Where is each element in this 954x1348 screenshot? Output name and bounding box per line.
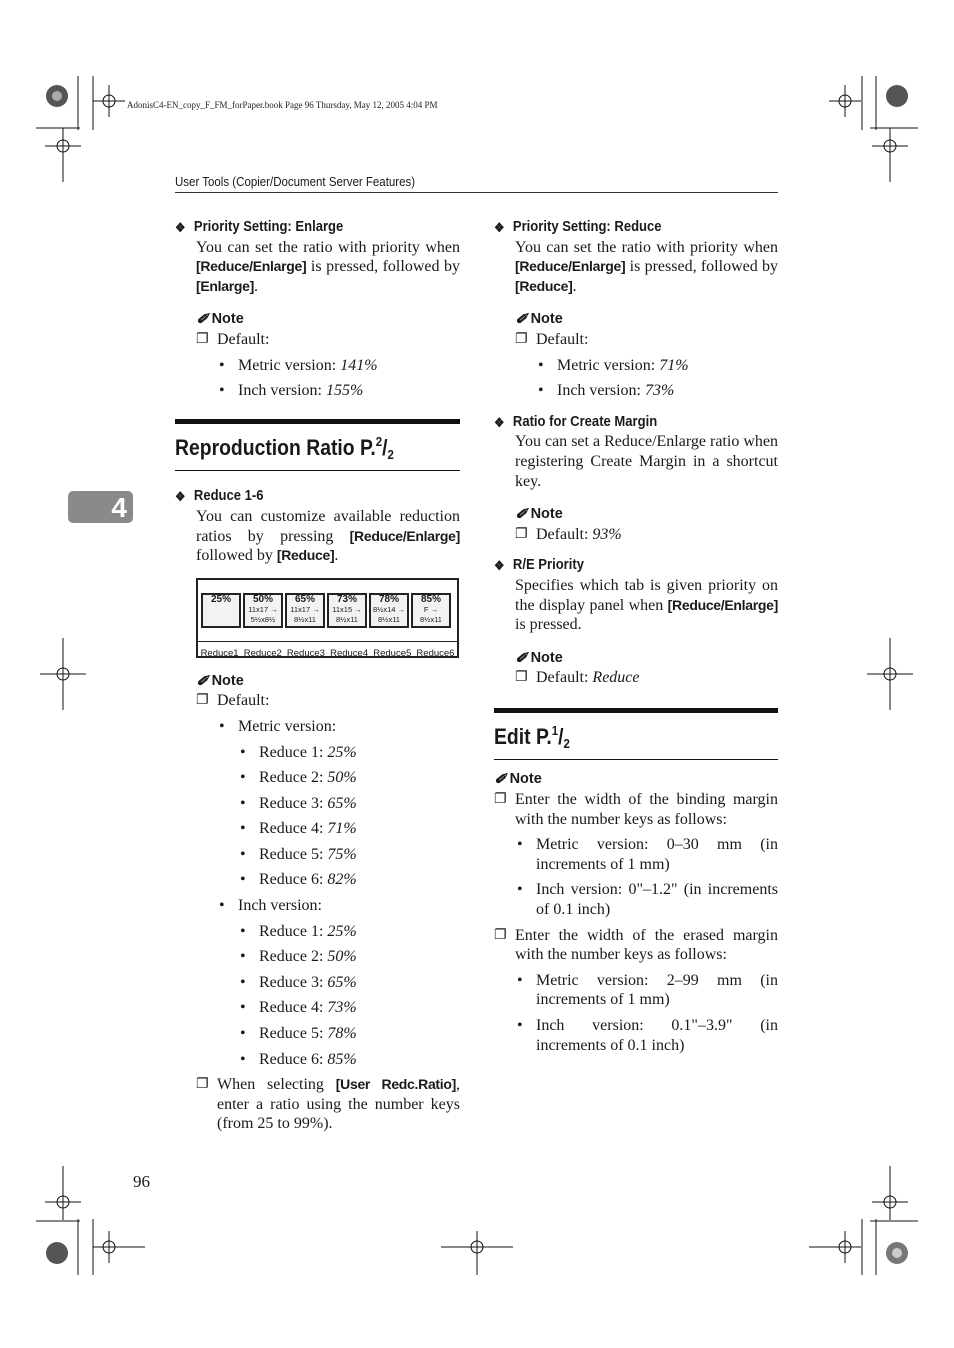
right-column bbox=[494, 218, 778, 1055]
label: Reduce 6: bbox=[259, 871, 328, 889]
list-item bbox=[196, 845, 460, 865]
checkbox-icon: ❐ bbox=[196, 330, 209, 347]
note-heading bbox=[196, 672, 460, 692]
running-header: User Tools (Copier/Document Server Features) bbox=[175, 175, 416, 189]
text: is pressed, followed by bbox=[306, 258, 460, 276]
list-item bbox=[196, 768, 460, 788]
note-item bbox=[494, 790, 778, 829]
pencil-icon: ✐ bbox=[196, 311, 209, 329]
panel-labels bbox=[198, 644, 457, 664]
label: Reduce 2: bbox=[259, 948, 328, 966]
heading-text: R/E Priority bbox=[512, 557, 584, 574]
label: Reduce 1: bbox=[259, 922, 328, 940]
panel-key-size: 11x15 → 8½x11 bbox=[332, 604, 362, 624]
pencil-icon: ✐ bbox=[494, 771, 507, 789]
panel-key-size: 8½x14 → 8½x11 bbox=[372, 604, 406, 624]
label: Metric version: bbox=[557, 356, 660, 374]
header-rule bbox=[175, 192, 778, 193]
heading-text: Priority Setting: Reduce bbox=[512, 219, 662, 235]
text: You can customize available reduction ratios by pressing bbox=[196, 507, 460, 545]
panel-key-percent: 85% bbox=[420, 593, 441, 605]
panel-key-percent: 73% bbox=[336, 593, 357, 605]
re-priority-heading bbox=[494, 556, 750, 576]
checkbox-icon: ❐ bbox=[494, 791, 507, 808]
label: Reduce 5: bbox=[259, 1025, 328, 1043]
value: 50% bbox=[327, 769, 357, 787]
note-item bbox=[196, 1075, 460, 1134]
default-label: Default: bbox=[536, 330, 589, 348]
label: Inch version: bbox=[238, 382, 326, 400]
create-margin-paragraph: You can set a Reduce/Enlarge ratio when registering Create Margin in a shortcut key. bbox=[515, 433, 778, 490]
list-item: • Metric version: 2–99 mm (in increments of 1 mm) bbox=[494, 971, 778, 1010]
label: Reduce 3: bbox=[259, 794, 328, 812]
default-label: Default: bbox=[217, 692, 270, 710]
note-heading bbox=[515, 310, 778, 330]
list-item: • Metric version: bbox=[196, 717, 460, 737]
text: . bbox=[334, 547, 339, 565]
section-title: Edit $P.^1/_2$ bbox=[494, 722, 570, 751]
label: Reduce 4: bbox=[259, 820, 328, 838]
section-heading-box bbox=[494, 708, 778, 761]
re-priority-paragraph bbox=[515, 576, 778, 635]
diamond-icon: ❖ bbox=[494, 220, 505, 235]
label: Reduce 4: bbox=[259, 999, 328, 1017]
panel-key-size: 11x17 → 8½x11 bbox=[290, 604, 320, 624]
label: Reduce 5: bbox=[259, 845, 328, 863]
list-item bbox=[196, 381, 460, 401]
note-label: Note bbox=[211, 672, 244, 689]
label: Reduce 3: bbox=[259, 973, 328, 991]
list-item: • Metric version: 0–30 mm (in increments of 1 mm) bbox=[494, 835, 778, 874]
value: 82% bbox=[327, 871, 357, 889]
text: , enter a ratio using the number keys (from 25 to 99%). bbox=[217, 1076, 460, 1133]
note-label: Note bbox=[530, 506, 563, 523]
note-label: Note bbox=[530, 311, 563, 328]
pencil-icon: ✐ bbox=[196, 672, 209, 690]
list-item: • Inch version: 0.1"–3.9" (in increments of 0.1 inch) bbox=[494, 1016, 778, 1055]
inch-list bbox=[196, 922, 460, 1070]
value: 71% bbox=[659, 356, 689, 374]
list-item bbox=[196, 947, 460, 967]
value: 73% bbox=[327, 999, 357, 1017]
key-reduce-enlarge: [Reduce/Enlarge] bbox=[667, 596, 778, 613]
note-item bbox=[515, 668, 778, 688]
print-slug: AdonisC4-EN_copy_F_FM_forPaper.book Page 96 Thursday, May 12, 2005 4:04 PM bbox=[127, 100, 438, 110]
create-margin-heading bbox=[494, 413, 750, 433]
key-reduce: [Reduce] bbox=[515, 277, 573, 294]
note-item bbox=[515, 330, 778, 350]
text: You can set the ratio with priority when bbox=[515, 238, 778, 256]
list-item bbox=[196, 998, 460, 1018]
text: is pressed, followed by bbox=[625, 258, 778, 276]
label: Metric version: bbox=[238, 356, 341, 374]
value: 65% bbox=[327, 794, 357, 812]
pencil-icon: ✐ bbox=[515, 506, 528, 524]
metric-list bbox=[196, 743, 460, 891]
list-item bbox=[515, 356, 778, 376]
key-reduce: [Reduce] bbox=[276, 547, 335, 564]
panel-key[interactable] bbox=[243, 593, 283, 628]
reduce16-paragraph bbox=[196, 507, 460, 566]
panel-key-label: Reduce5 bbox=[373, 647, 412, 659]
title-sup: 2 bbox=[375, 433, 383, 449]
list-item bbox=[196, 1024, 460, 1044]
key-reduce-enlarge: [Reduce/Enlarge] bbox=[515, 258, 626, 275]
list-item bbox=[196, 356, 460, 376]
title-sub: 2 bbox=[387, 446, 394, 462]
diamond-icon: ❖ bbox=[175, 220, 186, 235]
panel-key[interactable] bbox=[327, 593, 367, 628]
checkbox-icon: ❐ bbox=[196, 1076, 209, 1093]
text: followed by bbox=[196, 547, 277, 565]
note-heading bbox=[515, 649, 778, 669]
text: Specifies which tab is given priority on the display panel when bbox=[515, 576, 778, 614]
panel-key[interactable] bbox=[411, 593, 451, 628]
list-item bbox=[515, 381, 778, 401]
value: 71% bbox=[327, 820, 357, 838]
value: 73% bbox=[644, 382, 675, 400]
text: . bbox=[572, 277, 577, 295]
value: 141% bbox=[340, 356, 378, 374]
value: 78% bbox=[327, 1025, 357, 1043]
value: 50% bbox=[327, 948, 357, 966]
label: Reduce 2: bbox=[259, 769, 328, 787]
panel-key-size: 11x17 → 5½x8½ bbox=[248, 604, 278, 624]
text: When selecting bbox=[217, 1076, 336, 1094]
default-label: Default: bbox=[536, 525, 593, 543]
diamond-icon: ❖ bbox=[494, 558, 505, 574]
note-label: Note bbox=[211, 311, 244, 328]
value: 25% bbox=[327, 743, 357, 761]
text: is pressed. bbox=[515, 616, 582, 634]
note-label: Note bbox=[530, 649, 563, 666]
checkbox-icon: ❐ bbox=[494, 926, 507, 943]
panel-key-size: F → 8½x11 bbox=[420, 604, 442, 624]
list-item bbox=[196, 743, 460, 763]
pencil-icon: ✐ bbox=[515, 311, 528, 329]
reduce-keys-panel bbox=[196, 578, 459, 658]
value: 155% bbox=[325, 382, 364, 400]
heading-text: Ratio for Create Margin bbox=[512, 413, 658, 430]
title-sub: 2 bbox=[563, 735, 570, 751]
title-text: Edit P. bbox=[494, 723, 552, 749]
reduce16-heading bbox=[175, 487, 432, 507]
heading-text: Reduce 1-6 bbox=[193, 488, 264, 505]
panel-key-label: Reduce4 bbox=[330, 647, 369, 659]
note-item bbox=[515, 525, 778, 545]
text: You can set the ratio with priority when bbox=[196, 238, 460, 256]
default-value: 93% bbox=[592, 525, 622, 543]
diamond-icon: ❖ bbox=[175, 489, 186, 505]
left-column bbox=[175, 218, 460, 1134]
panel-key[interactable] bbox=[201, 593, 241, 628]
list-item bbox=[196, 794, 460, 814]
text: . bbox=[253, 277, 258, 295]
label: Reduce 6: bbox=[259, 1050, 328, 1068]
panel-key-percent: 78% bbox=[378, 593, 399, 605]
checkbox-icon: ❐ bbox=[515, 669, 528, 686]
panel-key-label: Reduce6 bbox=[416, 647, 455, 659]
value: 65% bbox=[327, 973, 357, 991]
reduce-priority-paragraph bbox=[515, 238, 778, 297]
checkbox-icon: ❐ bbox=[515, 330, 528, 347]
text: Enter the width of the erased margin with the number keys as follows: bbox=[515, 926, 778, 964]
chapter-number: 4 bbox=[111, 492, 127, 523]
enlarge-paragraph bbox=[196, 238, 460, 297]
panel-key-label: Reduce3 bbox=[286, 647, 325, 659]
section-title: Reproduction Ratio $P.^2/_2$ bbox=[175, 433, 394, 462]
list-item bbox=[196, 870, 460, 890]
panel-key-label: Reduce2 bbox=[243, 647, 282, 659]
default-label: Default: bbox=[536, 669, 593, 687]
default-value: Reduce bbox=[592, 669, 640, 687]
panel-key[interactable] bbox=[285, 593, 325, 628]
key-reduce-enlarge: [Reduce/Enlarge] bbox=[349, 527, 460, 544]
title-text: Reproduction Ratio P. bbox=[175, 434, 376, 460]
panel-keys bbox=[201, 593, 451, 628]
value: 75% bbox=[327, 845, 357, 863]
note-heading bbox=[515, 505, 778, 525]
panel-key-percent: 25% bbox=[210, 593, 231, 605]
list-item bbox=[196, 819, 460, 839]
note-heading bbox=[494, 770, 778, 790]
value: 25% bbox=[327, 922, 357, 940]
note-label: Note bbox=[509, 771, 542, 788]
list-item: • Inch version: bbox=[196, 896, 460, 916]
chapter-tab bbox=[68, 491, 133, 523]
panel-rule bbox=[198, 641, 457, 642]
key-enlarge: [Enlarge] bbox=[196, 277, 254, 294]
title-sup: 1 bbox=[551, 722, 559, 738]
text: Enter the width of the binding margin with the number keys as follows: bbox=[515, 791, 778, 828]
label: Reduce 1: bbox=[259, 743, 328, 761]
note-item bbox=[196, 691, 460, 711]
note-item bbox=[494, 926, 778, 965]
list-item: • Inch version: 0"–1.2" (in increments of 0.1 inch) bbox=[494, 880, 778, 919]
reduce-priority-heading bbox=[494, 218, 750, 238]
enlarge-heading bbox=[175, 218, 432, 238]
checkbox-icon: ❐ bbox=[196, 692, 209, 709]
key-reduce-enlarge: [Reduce/Enlarge] bbox=[196, 258, 307, 275]
note-heading bbox=[196, 310, 460, 330]
page-number: 96 bbox=[133, 1172, 150, 1191]
key-user-redc-ratio: [User Redc.Ratio] bbox=[335, 1076, 456, 1093]
diamond-icon: ❖ bbox=[494, 414, 505, 430]
label: Inch version: bbox=[557, 382, 645, 400]
panel-key-percent: 65% bbox=[294, 593, 315, 605]
checkbox-icon: ❐ bbox=[515, 525, 528, 542]
note-item bbox=[196, 330, 460, 350]
panel-key-percent: 50% bbox=[252, 593, 273, 605]
default-label: Default: bbox=[217, 330, 270, 348]
panel-key-label: Reduce1 bbox=[200, 647, 239, 659]
panel-key[interactable] bbox=[369, 593, 409, 628]
list-item bbox=[196, 1050, 460, 1070]
list-item bbox=[196, 922, 460, 942]
section-heading-box bbox=[175, 419, 460, 472]
heading-text: Priority Setting: Enlarge bbox=[193, 219, 344, 235]
list-item bbox=[196, 973, 460, 993]
pencil-icon: ✐ bbox=[515, 649, 528, 667]
value: 85% bbox=[327, 1050, 357, 1068]
